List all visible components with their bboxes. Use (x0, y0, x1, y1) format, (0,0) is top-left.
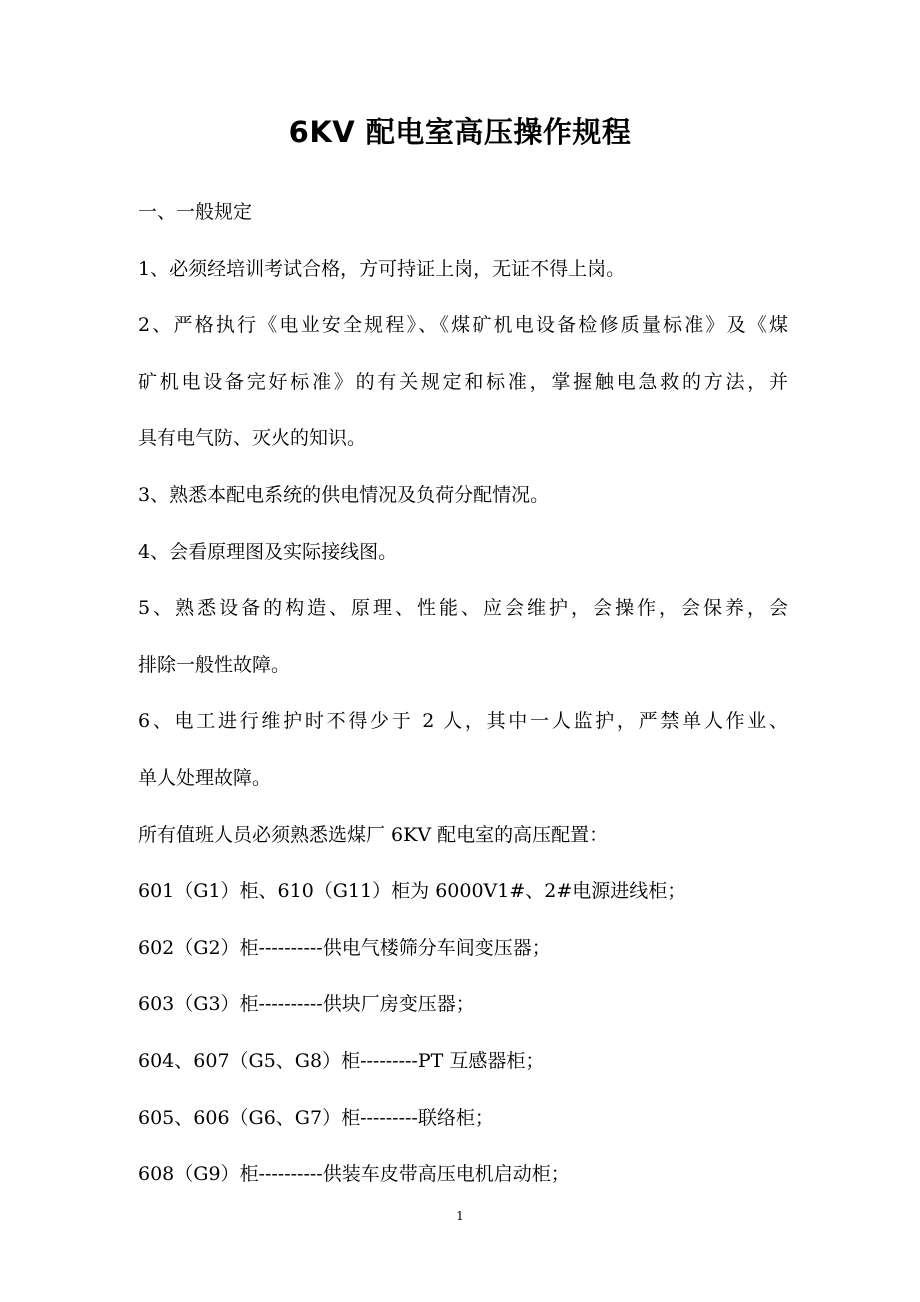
rule-6-line-1: 6、电工进行维护时不得少于 2 人，其中一人监护，严禁单人作业、 (138, 710, 788, 733)
rule-2-line-2: 矿机电设备完好标准》的有关规定和标准，掌握触电急救的方法，并 (138, 370, 788, 393)
rule-2-line-1: 2、严格执行《电业安全规程》、《煤矿机电设备检修质量标准》及《煤 (138, 314, 788, 337)
config-604-607: 604、607（G5、G8）柜---------PT 互感器柜； (138, 1049, 545, 1072)
rule-6-line-2: 单人处理故障。 (138, 766, 272, 789)
rule-3: 3、熟悉本配电系统的供电情况及负荷分配情况。 (138, 483, 550, 506)
config-608: 608（G9）柜----------供装车皮带高压电机启动柜； (138, 1163, 570, 1186)
rule-5-line-2: 排除一般性故障。 (138, 653, 291, 676)
document-body (138, 184, 788, 1203)
rule-4: 4、会看原理图及实际接线图。 (138, 540, 398, 563)
config-603: 603（G3）柜----------供块厂房变压器； (138, 993, 475, 1016)
rule-1: 1、必须经培训考试合格，方可持证上岗，无证不得上岗。 (138, 257, 626, 280)
rule-5-line-1: 5、熟悉设备的构造、原理、性能、应会维护，会操作，会保养，会 (138, 597, 788, 620)
config-605-606: 605、606（G6、G7）柜---------联络柜； (138, 1106, 494, 1129)
document-title: 6KV 配电室高压操作规程 (288, 115, 632, 149)
config-602: 602（G2）柜----------供电气楼筛分车间变压器； (138, 936, 551, 959)
section-heading-general: 一、一般规定 (138, 201, 253, 223)
config-601-610: 601（G1）柜、610（G11）柜为 6000V1#、2#电源进线柜； (138, 880, 687, 903)
config-intro: 所有值班人员必须熟悉选煤厂 6KV 配电室的高压配置： (138, 823, 609, 846)
rule-2-line-3: 具有电气防、灭火的知识。 (138, 427, 367, 450)
page-number: 1 (456, 1209, 464, 1223)
